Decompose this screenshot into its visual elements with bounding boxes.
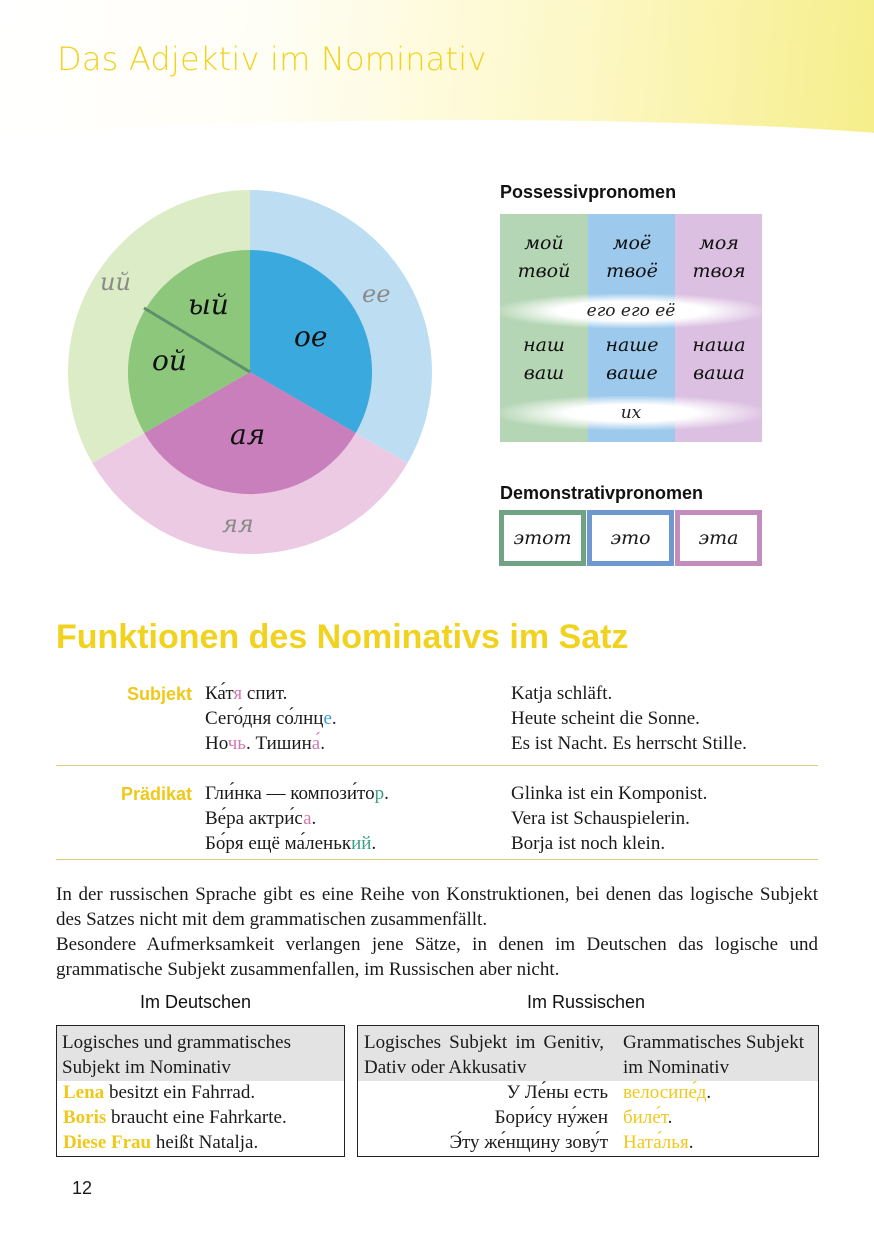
table-russian xyxy=(357,1025,819,1157)
poss-word: мой xyxy=(524,232,564,254)
wheel-label-jaja: яя xyxy=(222,510,254,538)
poss-word: моя xyxy=(699,232,739,254)
possessive-heading: Possessivpronomen xyxy=(500,182,677,202)
page-number: 12 xyxy=(72,1178,93,1198)
paragraph-line: In der russischen Sprache gibt es eine Reihe von Konstruktionen, bei denen das logische Subjekt des Satzes nicht mit dem grammatischen zusammenfällt. xyxy=(56,884,818,930)
poss-word: твой xyxy=(517,260,571,282)
explanation-paragraph xyxy=(56,882,818,982)
wheel-label-ee: ее xyxy=(362,280,391,308)
demo-box-fem: эта xyxy=(675,510,762,566)
ru-example: Гли́нка — компози́тор. xyxy=(205,783,389,804)
divider xyxy=(56,765,818,766)
ru-example: Ночь. Тишина́. xyxy=(205,733,325,754)
ru-logical-subject: У Ле́ны есть xyxy=(506,1082,608,1103)
label-praedikat: Prädikat xyxy=(120,784,192,804)
poss-word: ваша xyxy=(693,362,745,384)
poss-word: ваш xyxy=(523,362,565,384)
paragraph-line: Besondere Aufmerksamkeit verlangen jene Sätze, in denen im Deutschen das logische und grammatische Subjekt zusammenfallen, im Russischen aber nicht. xyxy=(56,934,818,980)
table-row: Lena besitzt ein Fahrrad. xyxy=(63,1082,256,1103)
demonstrative-heading: Demonstrativpronomen xyxy=(500,483,704,503)
section-title: Funktionen des Nominativs im Satz xyxy=(56,618,629,656)
poss-band-their: их xyxy=(500,396,762,430)
wheel-label-oj: ой xyxy=(152,344,187,377)
de-translation: Borja ist noch klein. xyxy=(511,833,666,854)
de-translation: Katja schläft. xyxy=(511,683,613,704)
table-header-text: Grammatisches Subjekt im Nominativ xyxy=(623,1032,804,1078)
de-translation: Heute scheint die Sonne. xyxy=(511,708,700,729)
demonstrative-boxes xyxy=(499,510,763,566)
de-translation: Vera ist Schauspielerin. xyxy=(511,808,690,829)
poss-word: моё xyxy=(612,232,652,254)
wheel-label-oe: ое xyxy=(294,320,328,353)
ru-example: Сего́дня со́лнце. xyxy=(205,708,337,729)
ru-grammatical-subject: биле́т. xyxy=(623,1107,673,1128)
table-header-text: Logisches Subjekt im Genitiv, Dativ oder Akkusativ xyxy=(364,1032,604,1078)
wheel-label-yj: ый xyxy=(188,288,229,321)
de-translation: Glinka ist ein Komponist. xyxy=(511,783,708,804)
de-translation: Es ist Nacht. Es herrscht Stille. xyxy=(511,733,747,754)
ru-example: Ве́ра актри́са. xyxy=(205,808,317,829)
ru-grammatical-subject: Ната́лья. xyxy=(623,1132,694,1153)
ru-example: Бо́ря ещё ма́ленький. xyxy=(205,833,377,854)
ru-logical-subject: Э́ту же́нщину зову́т xyxy=(449,1132,608,1153)
table-header xyxy=(57,1026,344,1081)
poss-word: наше xyxy=(605,334,659,356)
table-header xyxy=(358,1026,818,1081)
table-row: Diese Frau heißt Natalja. xyxy=(63,1132,259,1153)
poss-word: наш xyxy=(523,334,565,356)
poss-word: ваше xyxy=(606,362,658,384)
poss-word: твоё xyxy=(606,260,658,282)
ru-grammatical-subject: велосипе́д. xyxy=(623,1082,712,1103)
ru-example: Ка́тя спит. xyxy=(205,683,288,704)
table-header-text: Logisches und grammatisches Subjekt im Nominativ xyxy=(62,1032,292,1078)
poss-word: твоя xyxy=(692,260,746,282)
wheel-label-ij: ий xyxy=(100,268,131,296)
possessive-grid xyxy=(500,214,762,442)
poss-band-3rd: его его её xyxy=(500,294,762,328)
demo-box-masc: этот xyxy=(499,510,586,566)
divider xyxy=(56,859,818,860)
page-title: Das Adjektiv im Nominativ xyxy=(57,40,487,78)
heading-russian: Im Russischen xyxy=(527,992,646,1012)
table-german xyxy=(56,1025,345,1157)
wheel-label-aja: ая xyxy=(230,418,266,451)
demo-box-neut: это xyxy=(587,510,674,566)
label-subjekt: Subjekt xyxy=(126,684,192,704)
heading-german: Im Deutschen xyxy=(140,992,252,1012)
ru-logical-subject: Бори́су ну́жен xyxy=(494,1107,608,1128)
table-row: Boris braucht eine Fahrkarte. xyxy=(63,1107,287,1128)
adjective-ending-wheel xyxy=(68,188,438,558)
poss-word: наша xyxy=(692,334,746,356)
